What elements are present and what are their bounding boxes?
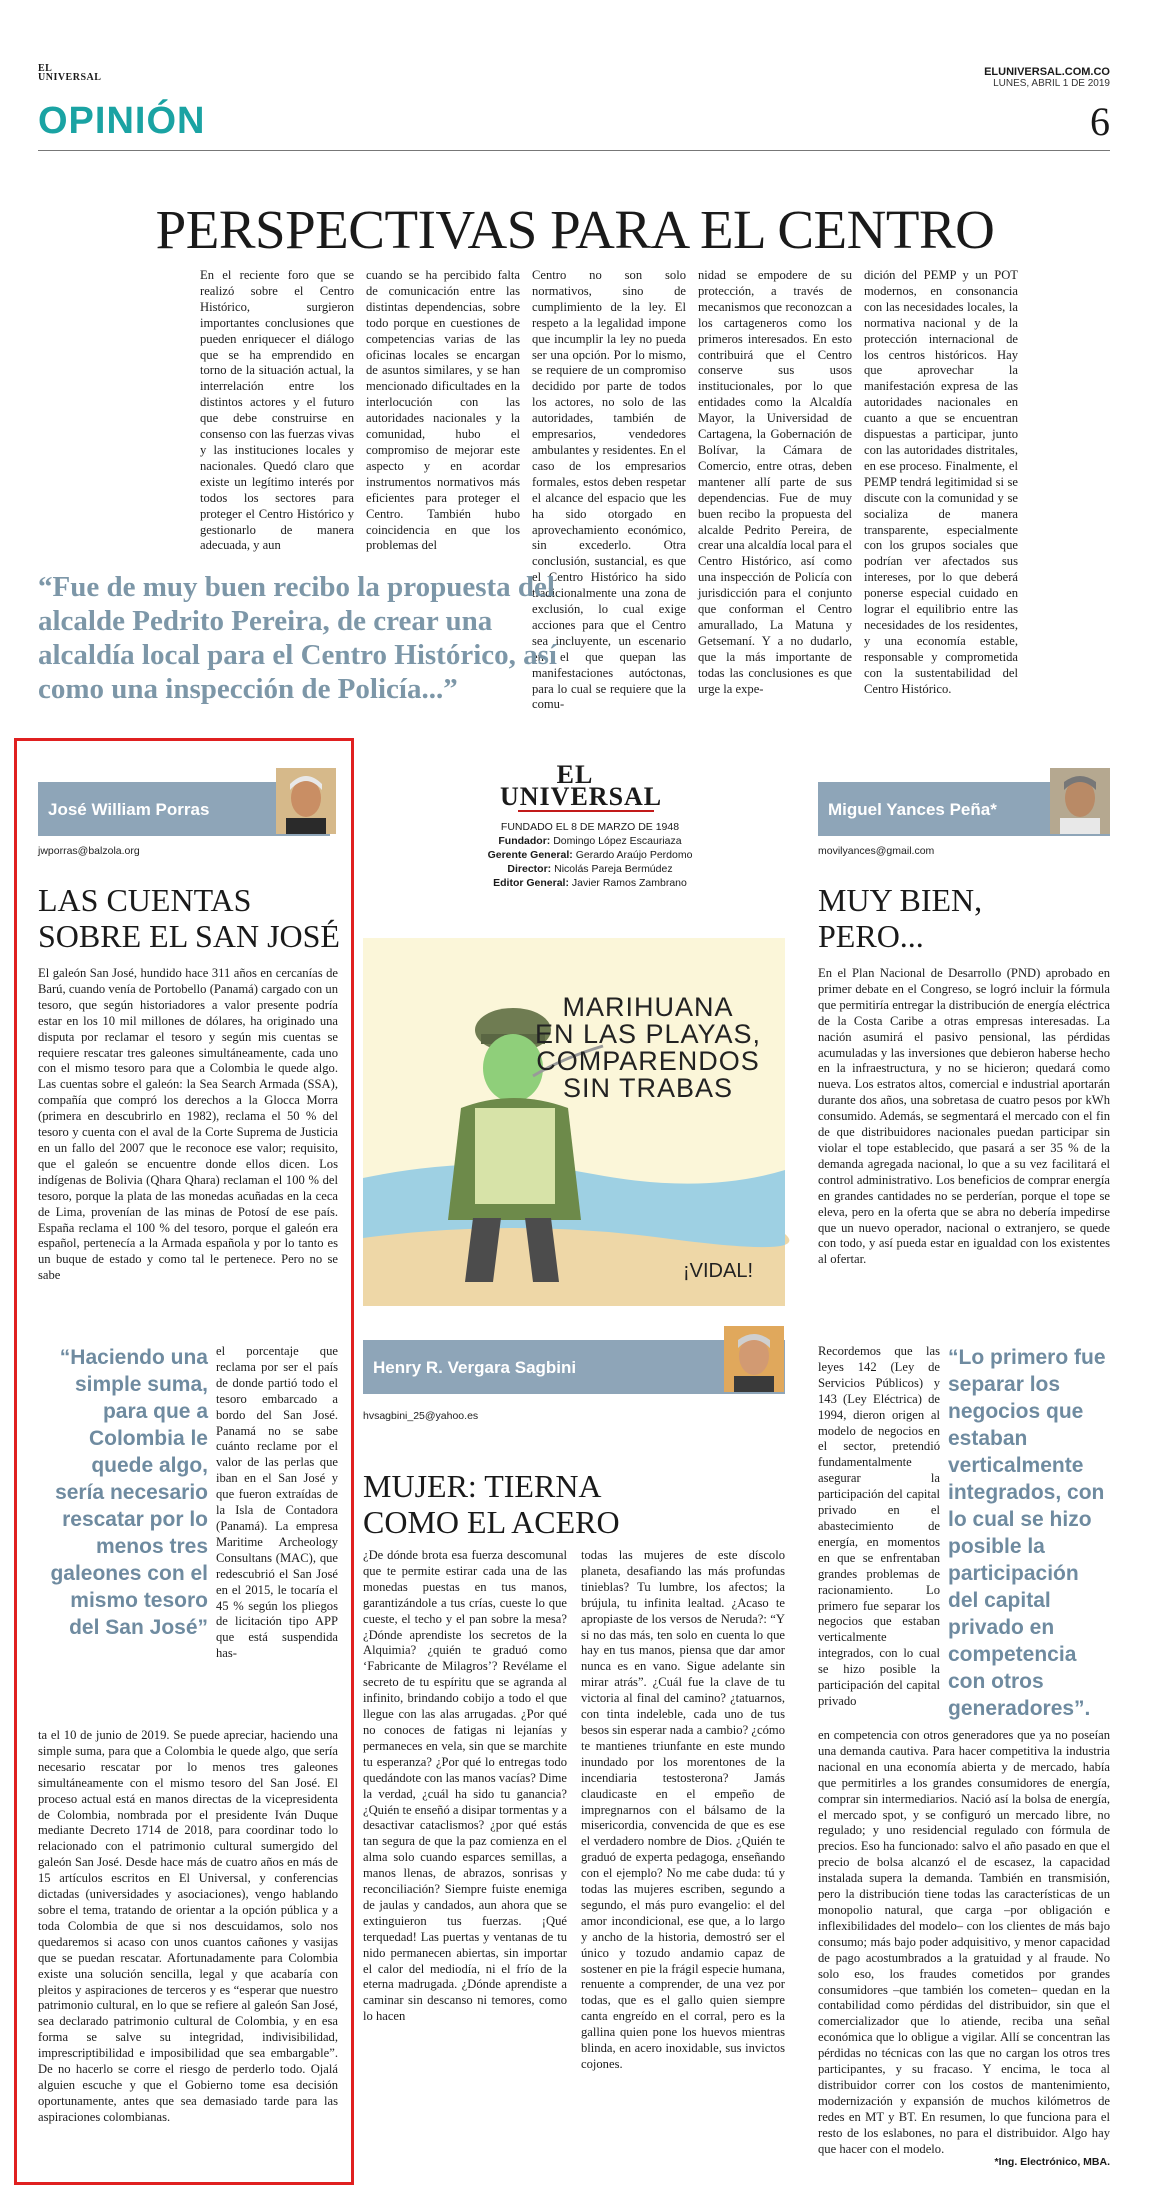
pull-quote-right: “Lo primero fue separar los negocios que estaban verticalmente integrados, con lo cual se hizo posible la participación del capital privado en competencia con otros generadores”.	[948, 1346, 1106, 1720]
editorial-column-3: Centro no son solo normativos, sino de cumplimiento de la ley. El respeto a la legalidad impone que incumplir la ley no pueda ser una opción. Por lo mismo, se requiere de un compromiso decidido por parte de todos los actores, no solo de las autoridades, también de empresarios, vendedores ambulantes y residentes. En el caso de los empresarios formales, estos deben respetar el alcance del espacio que les ha sido otorgado en aprovechamiento económico, sin excederlo. Otra conclusión, sustancial, es que el Centro Histórico ha sido tradicionalmente una zona de exclusión, lo cual exige acciones para que el Centro sea incluyente, un escenario en el que quepan las manifestaciones autóctonas, para lo cual se requiere que la comu-	[532, 268, 686, 712]
header-divider	[38, 150, 1110, 151]
author-bar-center	[363, 1340, 785, 1394]
author-footnote: *Ing. Electrónico, MBA.	[994, 2156, 1110, 2168]
founded-date: FUNDADO EL 8 DE MARZO DE 1948	[500, 821, 680, 833]
title-line-1: MUY BIEN,	[818, 882, 983, 918]
cartoon-caption-line: MARIHUANA	[562, 992, 734, 1022]
author-photo-right	[1050, 768, 1110, 834]
title-line-1: LAS CUENTAS	[38, 882, 252, 918]
masthead-line-1: EL	[556, 760, 594, 789]
article-body-side: el porcentaje que reclama por ser el país de donde partió todo el tesoro embarcado a bordo del San José. Panamá no se sabe cuánto reclame por el valor de las perlas que iban en el San José y que fueron extraídas de la Isla de Contadora (Panamá). La empresa Maritime Archeology Consultans (MAC), que redescubrió el San José en el 2015, le tocaría el 45 % según los pliegos de licitación tipo APP que está suspendida has-	[216, 1344, 338, 1661]
article-body-col1: ¿De dónde brota esa fuerza descomunal que te permite estirar cada una de las monedas puestas en tus manos, garantizándole a tus crías, cueste lo que cueste, el techo y el pan sobre la mesa? ¿Dónde aprendiste los secretos de la Alquimia? ¿quién te graduó como ‘Fabricante de Milagros’? Revélame el secreto de tu espíritu que se agranda al infinito, brindando cobijo a todo el que llegue con las alas arrugadas. ¿Por qué no conoces de fatigas ni lejanías y permaneces en vela, sin que se marchite tu esperanza? ¿Por qué lo entregas todo quedándote con las manos vacías? Dime la verdad, ¿cuál ha sido tu ganancia? ¿Quién te enseñó a disipar tormentas y a desactivar cataclismos? ¿por qué estás tan segura de que la paz comienza en el alma solo cuando esparces semillas, a manos llenas, de abrazos, sonrisas y reconciliación? Siempre fuiste enemiga de jaulas y candados, aun ahora que se extinguieron tus fuerzas. ¡Qué terquedad! Las puertas y ventanas de tu nido permanecen abiertas, sin importar el calor del mediodía, ni el frío de la eterna madrugada. ¿Dónde aprendiste a caminar sin descanso ni temores, como lo hacen	[363, 1548, 567, 2024]
title-line-2: COMO EL ACERO	[363, 1504, 620, 1540]
title-line-2: PERO...	[818, 918, 924, 954]
article-body-col2: todas las mujeres de este díscolo planeta, desafiando las más profundas tinieblas? Tu lumbre, los afectos; la brújula, tu infinita lealtad. ¿Acaso te apropiaste de los versos de Neruda?: “Y si no das más, ten solo en cuenta lo que hay en tus manos, piensa que dar amor nunca es en vano. Sigue adelante sin mirar atrás”. ¿Cuál fue la clave de tu victoria al final del camino? ¿tatuarnos, con tinta indeleble, cada uno de tus besos sin esperar nada a cambio? ¿cómo te mantienes triunfante en este mundo inundado por los morentones de la incendiaria testosterona? Jamás claudicaste en el empeño de impregnarnos con el bálsamo de la misericordia, convencida de que es ese el verdadero nombre de Dios. ¿Quién te graduó de experta pedagoga, enseñando con el ejemplo? No me cabe duda: tú y todas las mujeres escriben, segundo a segundo, el más puro evangelio: el del amor incondicional, ese que, a lo largo y ancho de la historia, demostró ser el único y tozudo andamio capaz de sostener en pie la frágil especie humana, renuente a comprender, de una vez por todas, que es el gallo quien siempre canta engreído en el corral, pero es la gallina quien pone los huevos mientras blinda, en acero inoxidable, sus invictos cojones.	[581, 1548, 785, 2071]
cartoon-caption-line: EN LAS PLAYAS,	[534, 1019, 762, 1049]
masthead-credits	[430, 820, 750, 890]
newspaper-logo	[38, 64, 101, 82]
section-title: OPINIÓN	[38, 100, 206, 142]
masthead-line-2: UNIVERSAL	[500, 782, 663, 811]
editorial-column-4: nidad se empodere de su protección, a través de mecanismos que reconozcan a los cartageneros como los primeros interesados. En esto contribuirá que el Centro conserve sus usos institucionales, por lo que entidades como la Alcaldía Mayor, la Universidad de Cartagena, la Gobernación de Bolívar, la Cámara de Comercio, entre otras, deben mantener allí parte de sus dependencias. Fue de muy buen recibo la propuesta del alcalde Pedrito Pereira, de crear una alcaldía local para el Centro Histórico, así como una inspección de Policía con jurisdicción para el conjunto que conforman el Centro amurallado, La Matuna y Getsemaní. Y a no dudarlo, que la más importante de todas las conclusiones es que urge la expe-	[698, 268, 852, 696]
column-title-left	[38, 882, 348, 954]
cartoon-caption-line: COMPARENDOS	[536, 1046, 760, 1076]
editorial-column-2: cuando se ha percibido falta de comunicación entre las distintas dependencias, sobre todo porque en cuestiones de competencias varias de las oficinas locales se encargan de asuntos similares, y se han mencionado dificultades en la interlocución con las autoridades nacionales y la comunidad, hubo el compromiso de mejorar este aspecto y en acordar instrumentos normativos más eficientes para proteger el Centro. También hubo coincidencia en que los problemas del	[366, 268, 520, 553]
article-body-side: Recordemos que las leyes 142 (Ley de Servicios Públicos) y 143 (Ley Eléctrica) de 1994, dieron origen al modelo de negocios en el sector, pretendió fundamentalmente asegurar la participación del capital privado en el abastecimiento de energía, en momentos en que se enfrentaban grandes problemas de racionamiento. Lo primero fue separar los negocios que estaban verticalmente integrados, con lo cual se hizo posible la participación del capital privado	[818, 1344, 940, 1708]
editorial-column-1: En el reciente foro que se realizó sobre el Centro Histórico, surgieron importantes conclusiones que pueden enriquecer el diálogo que se ha emprendido en torno de la situación actual, la interrelación entre los distintos actores y el futuro que debe construirse en consenso con las fuerzas vivas y las instituciones locales y nacionales. Quedó claro que existe un legítimo interés por todos los sectores para proteger el Centro Histórico y gestionarlo de manera adecuada, y aun	[200, 268, 354, 553]
author-email: hvsagbini_25@yahoo.es	[363, 1410, 479, 1422]
title-line-1: MUJER: TIERNA	[363, 1468, 602, 1504]
author-email: movilyances@gmail.com	[818, 845, 935, 857]
column-title-center	[363, 1468, 763, 1540]
credit-row: Editor General: Javier Ramos Zambrano	[493, 877, 687, 889]
author-name: José William Porras	[48, 800, 210, 819]
page-number: 6	[1090, 99, 1110, 144]
pull-quote-left: “Haciendo una simple suma, para que a Colombia le quede algo, sería necesario rescatar por lo menos tres galeones con el mismo tesoro del San José”	[50, 1346, 208, 1639]
column-title-right	[818, 882, 1108, 954]
author-photo-center	[724, 1326, 784, 1392]
masthead-rule	[518, 810, 654, 812]
editorial-cartoon	[363, 938, 785, 1306]
author-photo-left	[276, 768, 336, 834]
credit-row: Gerente General: Gerardo Araújo Perdomo	[487, 849, 693, 861]
logo-line-1: EL	[38, 63, 53, 74]
author-name: Henry R. Vergara Sagbini	[373, 1358, 577, 1377]
credit-row: Fundador: Domingo López Escauriaza	[498, 835, 682, 847]
site-url: ELUNIVERSAL.COM.CO	[984, 66, 1110, 78]
author-name: Miguel Yances Peña*	[828, 800, 997, 819]
article-body-bottom: ta el 10 de junio de 2019. Se puede apreciar, haciendo una simple suma, para que a Colombia le quede algo, que sería necesario rescatar por lo menos tres galeones simultáneamente con el mismo tesoro del San José. El proceso actual está en manos directas de la vicepresidenta de Colombia, nombrada por el presidente Iván Duque mediante Decreto 1714 de 2018, para coordinar todo lo relacionado con el patrimonio cultural sumergido del galeón San José. Desde hace más de cuatro años en más de 15 artículos escritos en El Universal, y conferencias dictadas (universidades y asociaciones), vengo hablando sobre el tema, tratando de orientar a la opción pública y a toda Colombia de que si nos descuidamos, solo nos quedaremos si acaso con unos cuantos cañones y vasijas que se puedan rescatar. Afortunadamente para Colombia existe una solución sencilla, legal y que acabaría con pleitos y aspiraciones de terceros y es “esperar que nuestro patrimonio cultural, en lo que se refiere al galeón San José, sea declarado patrimonio cultural de Colombia, y en esa forma se salve su integridad, indivisibilidad, imprescriptibilidad e imposibilidad que sea embargable”. De no hacerlo se corre el riesgo de perderlo todo. Ojalá alguien escuche y que el Gobierno tome esa decisión oportunamente, antes que sea demasiado tarde para las aspiraciones colombianas.	[38, 1728, 338, 2124]
article-body-top: El galeón San José, hundido hace 311 años en cercanías de Barú, cuando venía de Portobello (Panamá) cargado con un tesoro, que según historiadores a valor presente podría estar en los 10 mil millones de dólares, ha originado una disputa por reclamar el tesoro y según mis cuentas se requiere rescatar tres galeones simultáneamente, cada uno con el mismo tesoro para que a Colombia le quede algo. Las cuentas sobre el galeón: la Sea Search Armada (SSA), compañía que compró los derechos a la Glocca Morra (primera en descubrirlo en 1982), reclama el 50 % del tesoro y cuenta con el aval de la Corte Suprema de Justicia en un fallo del 2007 que le reconoce ese valor; requisito, que el galeón se encuentre donde ellos dicen. Los indígenas de Bolivia (Qhara Qhara) reclaman el 100 % del tesoro, porque la plata de las monedas acuñadas en la ceca de Lima, provenían de las minas de Potosí de ese país. España reclama el 100 % del tesoro, porque el galeón era español, pertenecía a la Armada española y por lo tanto es un buque de estado y como tal le pertenece. Pero no se sabe	[38, 966, 338, 1283]
credit-row: Director: Nicolás Pareja Bermúdez	[507, 863, 673, 875]
cartoon-signature: ¡VIDAL!	[683, 1260, 754, 1282]
article-body-bottom: en competencia con otros generadores que ya no poseían una demanda cautiva. Para hacer competitiva la industria nacional en una economía abierta y de mercado, había que permitirles a los grandes consumidores de energía, comprar sin intermediarios. Nació así la bolsa de energía, el mercado spot, y se configuró un mercado libre, no regulado; y uno residencial regulado con fórmula de precios. Eso ha funcionado: salvo el año pasado en que el precio de bolsa alcanzó el de escasez, la capacidad instalada supera la demanda. También en transmisión, pero la distribución tiene todas las características de un monopolio natural, que carga –por obligación e inflexibilidades del modelo– con los clientes de más bajo consumo; más bajo poder adquisitivo, y menor capacidad de pago acostumbrados a la gratuidad y al fraude. No solo eso, los fraudes cometidos por grandes consumidores –que también los cometen– quedan en la contabilidad como pérdidas del distribuidor, sin que el comercializador que lo atiende, reciba una señal económica que lo obligue a vigilar. Allí se concentran las pérdidas no técnicas con las que no cargan los otros tres participantes, y su fracaso. Y encima, le toca al distribuidor correr con los costos de mantenimiento, modernización y expansión de muchos kilómetros de redes en MT y BT. En resumen, lo que funciona para el resto de los eslabones, no para el distribuidor. Algo hay que hacer con el modelo.	[818, 1728, 1110, 2156]
editorial-column-5: dición del PEMP y un POT modernos, en consonancia con las necesidades locales, la normativa nacional y de la protección internacional de los centros históricos. Hay que aprovechar la manifestación expresa de las autoridades nacionales en cuanto a que se encuentran dispuestas a participar, junto con las autoridades distritales, en ese proceso. Finalmente, el PEMP tendrá legitimidad si se discute con la comunidad y se socializa de manera transparente, especialmente con los grupos sociales que podrían ver afectados sus intereses, por lo que deberá ponerse especial cuidado en lograr el equilibrio entre las necesidades de los residentes, y una economía estable, responsable y comprometida con la sustentabilidad del Centro Histórico.	[864, 268, 1018, 696]
cartoon-caption	[523, 994, 773, 1102]
cartoon-caption-line: SIN TRABAS	[562, 1073, 734, 1103]
issue-date: LUNES, ABRIL 1 DE 2019	[993, 78, 1110, 89]
article-body-top: En el Plan Nacional de Desarrollo (PND) aprobado en primer debate en el Congreso, se logró incluir la fórmula que permitiría entregar la distribución de energía eléctrica de la Costa Caribe a otras empresas interesadas. La nación asumirá el pasivo pensional, las pérdidas acumuladas y las inversiones que debieron haberse hecho en la infraestructura, y no se hicieron; quedará como nueva. Los estratos altos, comercial e industrial aportarán durante dos años, una sobretasa de cuatro pesos por kWh consumido. Además, se segmentará el mercado con el fin de que distribuidores nacionales puedan participar sin violar el tope establecido, que pasará a ser 35 % de la demanda agregada nacional, lo que a su vez facilitará el control administrativo. Los beneficios de comprar energía en grandes cantidades no se perderían, porque el tope se eleva, pero en la oferta que se abra no debería impedirse que un nuevo operador, nacional o extranjero, se quede con todo, y así pueda estar en igualdad con los existentes al ofertar.	[818, 966, 1110, 1267]
author-email: jwporras@balzola.org	[38, 845, 140, 857]
logo-line-2: UNIVERSAL	[38, 72, 102, 83]
editorial-pull-quote: “Fue de muy buen recibo la propuesta del alcalde Pedrito Pereira, de crear una alcaldía local para el Centro Histórico, así como una inspección de Policía...”	[38, 571, 557, 705]
title-line-2: SOBRE EL SAN JOSÉ	[38, 918, 340, 954]
editorial-title: PERSPECTIVAS PARA EL CENTRO	[155, 199, 995, 260]
masthead-logo	[500, 760, 663, 811]
